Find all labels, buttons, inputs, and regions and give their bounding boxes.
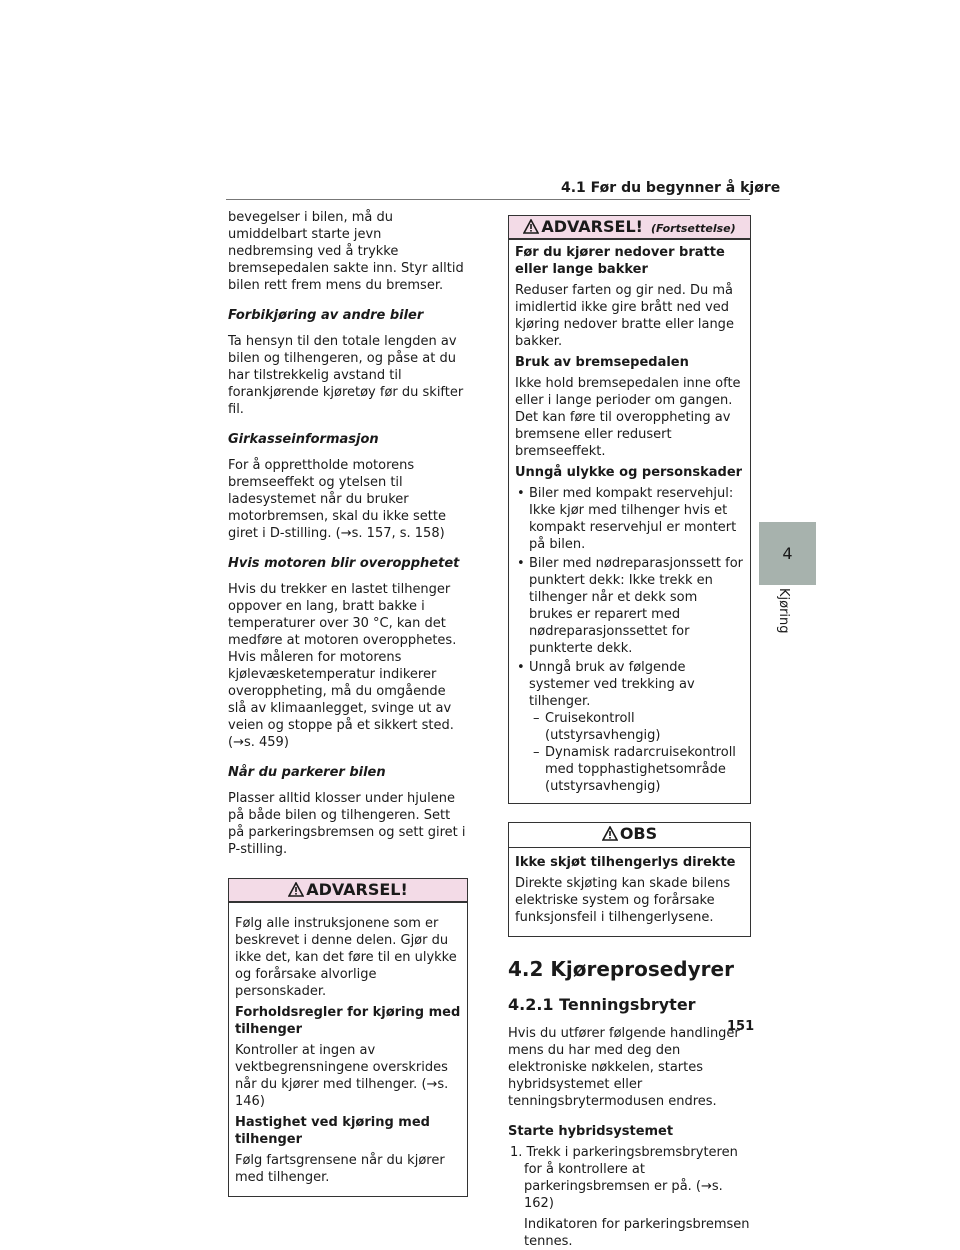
- subheading-start: Starte hybridsystemet: [508, 1124, 674, 1139]
- warning-subheading: Før du kjører nedover bratte eller lange bakker: [515, 245, 725, 277]
- warning-box: [228, 878, 468, 1197]
- warning-text: Ikke hold bremsepedalen inne ofte eller i lange perioder om gangen. Det kan føre til overoppheting av bremsene eller redusert bremseeffekt.: [515, 376, 741, 459]
- warning-triangle-icon: [523, 219, 539, 239]
- chapter-number: 4: [782, 544, 793, 563]
- paragraph: Ta hensyn til den totale lengden av bilen og tilhengeren, og påse at du har tilstrekkelig avstand til forankjørende kjøretøy før du skifter fil.: [228, 334, 464, 417]
- warning-header: [229, 879, 467, 903]
- dash-list: [529, 710, 744, 795]
- warning-text: Reduser farten og gir ned. Du må imidlertid ikke gire brått ned ved kjøring nedover bratte eller lange bakker.: [515, 283, 734, 349]
- warning-title: ADVARSEL!: [306, 880, 408, 899]
- step-item: 1. Trekk i parkeringsbremsbryteren for å kontrollere at parkeringsbremsen er på. (→s. 162): [510, 1145, 738, 1211]
- obs-header: [509, 823, 750, 848]
- warning-text: Følg fartsgrensene når du kjører med tilhenger.: [235, 1153, 445, 1185]
- warning-subheading: Forholdsregler for kjøring med tilhenger: [235, 1005, 461, 1037]
- subheading-overtaking: Forbikjøring av andre biler: [228, 308, 424, 323]
- list-item: [529, 659, 744, 795]
- page-number: 151: [727, 1019, 755, 1034]
- list-item: • Biler med nødreparasjonssett for punktert dekk: Ikke trekk en tilhenger når et dekk som brukes er reparert med nødreparasjonssettet for punkterte dekk.: [529, 555, 744, 657]
- warning-triangle-icon: [602, 826, 618, 846]
- warning-subheading: Hastighet ved kjøring med tilhenger: [235, 1115, 430, 1147]
- list-item: – Dynamisk radarcruisekontroll med topphastighetsområde (utstyrsavhengig): [545, 744, 744, 795]
- warning-subheading: Unngå ulykke og personskader: [515, 465, 743, 480]
- list-item-text: Unngå bruk av følgende systemer ved trekking av tilhenger.: [529, 660, 695, 709]
- header-rule: [226, 199, 750, 200]
- chapter-tab-label: [774, 588, 798, 658]
- warning-title: ADVARSEL!: [541, 217, 643, 236]
- warning-header: [509, 216, 750, 240]
- list-item: – Cruisekontroll (utstyrsavhengig): [545, 710, 744, 744]
- warning-triangle-icon: [288, 882, 304, 902]
- chapter-label: Kjøring: [776, 588, 791, 634]
- section-header: 4.1 Før du begynner å kjøre: [561, 180, 781, 196]
- list-item: • Biler med kompakt reservehjul: Ikke kjør med tilhenger hvis et kompakt reservehjul er montert på bilen.: [529, 485, 744, 553]
- paragraph: Hvis du utfører følgende handlinger mens du har med deg den elektroniske nøkkelen, startes hybridsystemet eller tenningsbrytermodusen endres.: [508, 1026, 740, 1109]
- warning-continued-box: [508, 215, 751, 804]
- subheading-overheating: Hvis motoren blir overopphetet: [228, 556, 460, 571]
- subheading-parking: Når du parkerer bilen: [228, 765, 386, 780]
- obs-box: [508, 822, 751, 937]
- paragraph: bevegelser i bilen, må du umiddelbart starte jevn nedbremsing ved å trykke bremsepedalen sakte inn. Styr alltid bilen rett frem mens du bremser.: [228, 210, 464, 293]
- warning-subheading: Bruk av bremsepedalen: [515, 355, 689, 370]
- chapter-tab[interactable]: [759, 522, 816, 585]
- paragraph: Plasser alltid klosser under hjulene på både bilen og tilhengeren. Sett på parkeringsbremsen og sett giret i P-stilling.: [228, 791, 466, 857]
- warning-text: Følg alle instruksjonene som er beskrevet i denne delen. Gjør du ikke det, kan det føre til en ulykke og forårsake alvorlige personskader.: [235, 916, 457, 999]
- paragraph: For å opprettholde motorens bremseeffekt og ytelsen til ladesystemet når du bruker motorbremsen, skal du ikke sette giret i D-stilling. (→s. 157, s. 158): [228, 458, 446, 541]
- paragraph: Hvis du trekker en lastet tilhenger oppover en lang, bratt bakke i temperaturer over 30 °C, kan det medføre at motoren overopphetes. Hvis måleren for motorens kjølevæsketemperatur indikerer overoppheting, må du omgående slå av klimaanlegget, svinge ut av veien og stoppe på et sikkert sted. (→s. 459): [228, 582, 457, 750]
- section-heading: 4.2 Kjøreprosedyrer: [508, 957, 734, 981]
- warning-text: Kontroller at ingen av vektbegrensningene overskrides når du kjører med tilhenger. (→s. 146): [235, 1043, 449, 1109]
- obs-text: Direkte skjøting kan skade bilens elektriske system og forårsake funksjonsfeil i tilhengerlysene.: [515, 876, 731, 925]
- step-note: Indikatoren for parkeringsbremsen tennes.: [524, 1217, 750, 1249]
- warning-continued-label: (Fortsettelse): [650, 222, 736, 235]
- obs-subheading: Ikke skjøt tilhengerlys direkte: [515, 855, 736, 870]
- left-column: [228, 209, 468, 1197]
- obs-title: OBS: [619, 824, 658, 843]
- right-column: [508, 215, 751, 1250]
- bullet-list: [515, 485, 744, 795]
- subsection-heading: 4.2.1 Tenningsbryter: [508, 995, 696, 1014]
- subheading-gearbox: Girkasseinformasjon: [228, 432, 379, 447]
